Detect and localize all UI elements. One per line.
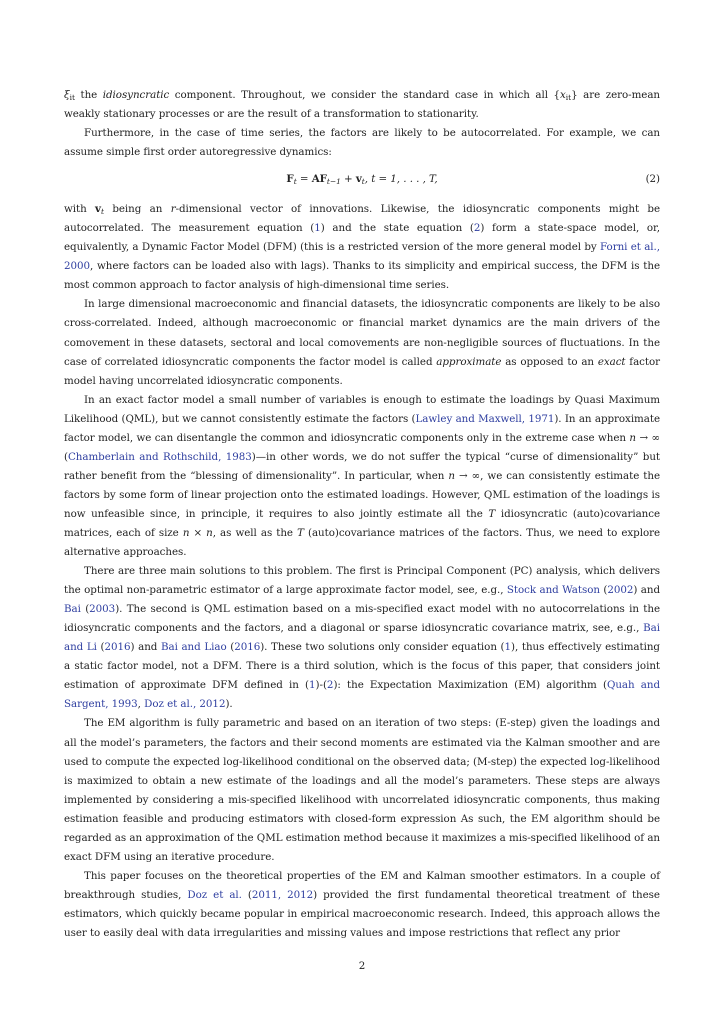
text-run: This paper focuses on the theoretical properties of the EM and Kalman smoother estimators. In a couple of breakthrough studies,: [64, 869, 660, 901]
math-n-limit: n → ∞: [629, 431, 660, 444]
citation-link[interactable]: Bai: [64, 603, 81, 616]
text-run: ) provided the first fundamental theoretical treatment of these estimators, which quickly became popular in empirical macroeconomic research. Indeed, this approach allows the user to easily deal with data irregularities and missing values and impose restrictions that reflect any prior: [64, 888, 660, 939]
math-r: r: [170, 203, 176, 216]
text-run: as opposed to an: [501, 355, 598, 368]
equation-ref-link[interactable]: 1: [314, 222, 321, 235]
citation-year-link[interactable]: 2011, 2012: [251, 888, 314, 901]
text-run: with: [64, 203, 96, 216]
equation-number: (2): [645, 173, 660, 186]
citation-year-link[interactable]: 2016: [104, 641, 131, 654]
text-run: (: [80, 603, 90, 616]
citation-link[interactable]: Stock and Watson: [506, 584, 600, 597]
math-subscript: it: [69, 93, 75, 102]
citation-year-link[interactable]: 2002: [607, 584, 634, 597]
text-run: , as well as the: [212, 526, 298, 539]
citation-link[interactable]: Bai and Liao: [160, 641, 227, 654]
math-subscript: t: [361, 177, 365, 187]
text-run: factor model having uncorrelated idiosyncratic components.: [64, 355, 660, 387]
citation-link[interactable]: Bai and Li: [64, 622, 660, 654]
citation-link[interactable]: Forni et al., 2000: [64, 241, 660, 273]
math-n-limit: n → ∞: [448, 469, 481, 482]
citation-link[interactable]: Chamberlain and Rothschild, 1983: [67, 450, 252, 463]
emphasis-text: idiosyncratic: [102, 89, 170, 101]
math-n-by-n: n × n: [182, 526, 213, 539]
text-run: ) and: [130, 641, 161, 654]
text-run: ).: [225, 698, 233, 711]
paragraph: [64, 391, 660, 562]
paragraph: [64, 867, 660, 943]
paragraph: [64, 200, 660, 295]
text-run: In large dimensional macroeconomic and financial datasets, the idiosyncratic components are likely to be also cross-correlated. Indeed, although macroeconomic or financial market dynamics are the main drivers of the comovement in these datasets, sectoral and local comovements are non-negligible sources of fluctuations. In the case of correlated idiosyncratic components the factor model is called: [64, 298, 660, 368]
body-text: [64, 86, 660, 943]
equation-ref-link[interactable]: 1: [309, 679, 316, 692]
text-run: , where factors can be loaded also with lags). Thanks to its simplicity and empirical success, the DFM is the most common approach to factor analysis of high-dimensional time series.: [64, 260, 660, 292]
equation-2: [64, 166, 660, 194]
math-T: T: [297, 526, 304, 539]
emphasis-text: approximate: [436, 355, 502, 368]
citation-year-link[interactable]: 2003: [89, 603, 116, 616]
emphasis-text: exact: [597, 355, 626, 368]
math-range: , t = 1, . . . , T,: [364, 173, 438, 186]
text-run: ). These two solutions only consider equation (: [260, 641, 505, 654]
text-run: -dimensional vector of innovations. Likewise, the idiosyncratic components might be autocorrelated. The measurement equation (: [64, 203, 660, 235]
text-run: (: [64, 450, 68, 463]
paragraph: [64, 124, 660, 162]
math-subscript: t: [293, 177, 297, 187]
text-run: ). The second is QML estimation based on a mis-specified exact model with no autocorrelations in the idiosyncratic components and the factors, and a diagonal or sparse idiosyncratic covariance matrix, see, e.g.,: [64, 603, 660, 635]
math-F: F: [286, 173, 294, 186]
page-number: 2: [358, 960, 366, 972]
citation-link[interactable]: Lawley and Maxwell, 1971: [415, 412, 555, 425]
paragraph: [64, 562, 660, 714]
math-T: T: [488, 507, 496, 520]
math-xi: ξ: [64, 89, 70, 101]
citation-link[interactable]: Doz et al.: [187, 888, 242, 901]
text-run: ): the Expectation Maximization (EM) algorithm (: [333, 679, 607, 692]
math-x: x: [560, 89, 566, 101]
text-run: )—in other words, we do not suffer the typical “curse of dimensionality” but rather benefit from the “blessing of dimensionality”. In particular, when: [64, 450, 660, 482]
text-run: (: [96, 641, 105, 654]
paragraph: [64, 295, 660, 390]
math-equals: =: [296, 173, 312, 186]
text-run: , we can consistently estimate the factors by some form of linear projection onto the estimated loadings. However, QML estimation of the loadings is now unfeasible since, in principle, it requires to also jointly estimate all the: [64, 469, 660, 520]
text-run: ,: [137, 698, 145, 711]
math-plus: +: [340, 173, 356, 186]
math-subscript: t: [100, 207, 104, 217]
text-run: component. Throughout, we consider the standard case in which all {: [169, 89, 561, 101]
text-run: ). In an approximate factor model, we can disentangle the common and idiosyncratic components only in the extreme case when: [64, 412, 660, 444]
text-run: (auto)covariance matrices of the factors. Thus, we need to explore alternative approaches.: [64, 526, 661, 559]
text-run: idiosyncratic (auto)covariance matrices, each of size: [64, 507, 661, 539]
citation-year-link[interactable]: 2016: [234, 641, 261, 654]
equation-ref-link[interactable]: 1: [504, 641, 512, 654]
text-run: (: [226, 641, 235, 654]
text-run: ) and: [633, 584, 660, 597]
text-run: } are zero-mean weakly stationary processes or are the result of a transformation to stationarity.: [64, 89, 660, 121]
math-subscript: it: [565, 93, 572, 102]
text-run: ) form a state-space model, or, equivalently, a Dynamic Factor Model (DFM) (this is a restricted version of the more general model by: [64, 222, 660, 254]
citation-link[interactable]: Quah and Sargent, 1993: [64, 679, 660, 711]
math-AF: AF: [311, 173, 327, 186]
text-run: ) and the state equation (: [320, 222, 474, 235]
paragraph: [64, 714, 660, 866]
text-run: There are three main solutions to this problem. The first is Principal Component (PC) analysis, which delivers the optimal non-parametric estimator of a large approximate factor model, see, e.g.,: [64, 565, 660, 597]
math-v: v: [95, 203, 101, 216]
text-run: In an exact factor model a small number of variables is enough to estimate the loadings by Quasi Maximum Likelihood (QML), but we cannot consistently estimate the factors (: [64, 393, 660, 425]
equation-ref-link[interactable]: 2: [326, 679, 334, 692]
text-run: being an: [103, 203, 171, 216]
citation-link[interactable]: Doz et al., 2012: [144, 698, 226, 711]
text-run: (: [599, 584, 608, 597]
text-run: the: [74, 89, 103, 101]
math-subscript: t−1: [326, 177, 341, 187]
text-run: (: [241, 888, 252, 901]
text-run: The EM algorithm is fully parametric and based on an iteration of two steps: (E-step) given the loadings and all the model’s parameters, the factors and their second moments are estimated via the Kalman smoother and are used to compute the expected log-likelihood conditional on the observed data; (M-step) the expected log-likelihood is maximized to obtain a new estimate of the loadings and all the model’s parameters. These steps are always implemented by considering a mis-specified likelihood with uncorrelated idiosyncratic components, thus making estimation feasible and producing estimators with closed-form expression As such, the EM algorithm should be regarded as an approximation of the QML estimation method because it maximizes a mis-specified likelihood of an exact DFM using an iterative procedure.: [64, 717, 660, 863]
text-run: ), thus effectively estimating a static factor model, not a DFM. There is a third solution, which is the focus of this paper, that considers joint estimation of approximate DFM defined in (: [64, 641, 660, 692]
text-run: )-(: [315, 679, 327, 692]
equation-ref-link[interactable]: 2: [473, 222, 481, 235]
math-v: v: [355, 173, 362, 186]
paragraph: [64, 86, 660, 124]
text-run: Furthermore, in the case of time series, the factors are likely to be autocorrelated. For example, we can assume simple first order autoregressive dynamics:: [64, 127, 660, 159]
equation-body: [64, 170, 660, 189]
